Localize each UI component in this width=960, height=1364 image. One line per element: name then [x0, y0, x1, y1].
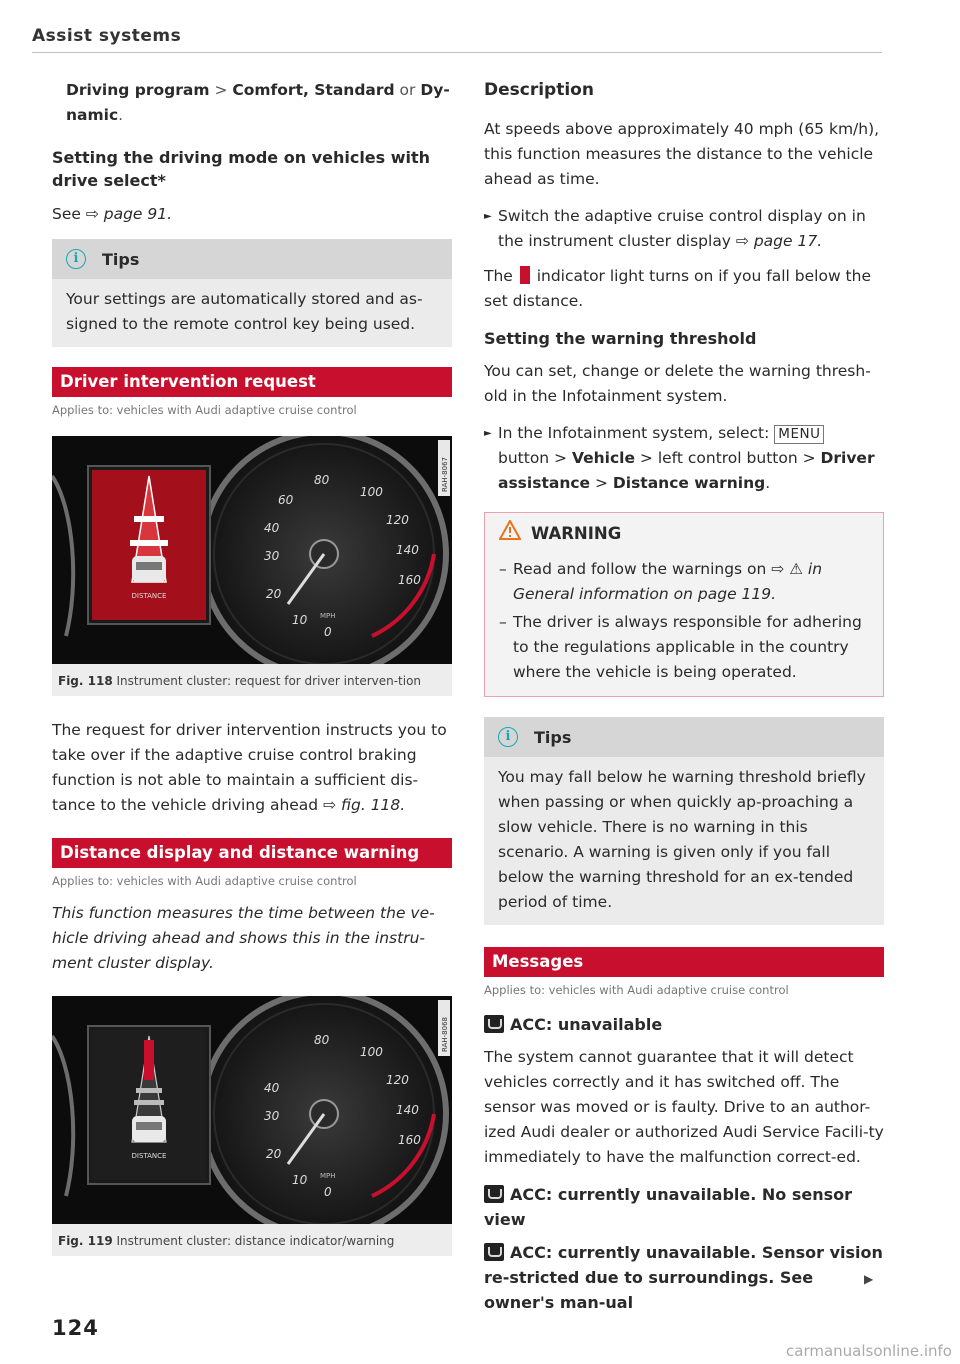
- distance-display-heading: Distance display and distance warning: [52, 838, 452, 868]
- message-acc-unavailable-text: The system cannot guarantee that it will detect vehicles correctly and it has switched off. The sensor was moved or is faulty. Drive to an author-ized Audi dealer or authorized Audi Service Facili-ty immediately to have the malfunction correct-ed.: [484, 1048, 884, 1166]
- info-icon: i: [498, 727, 518, 747]
- header-divider: [32, 52, 882, 53]
- svg-text:60: 60: [278, 493, 294, 507]
- warning-item: – The driver is always responsible for adhering to the regulations applicable in the country where the vehicle is being operated.: [499, 610, 869, 685]
- svg-text:0: 0: [324, 625, 332, 639]
- tips-box-settings: [52, 239, 452, 347]
- driving-program-paragraph: Driving program > Comfort, Standard or Dy-namic.: [66, 81, 450, 124]
- continue-arrow-icon: ▶: [864, 1272, 874, 1286]
- svg-text:20: 20: [266, 587, 282, 601]
- message-acc-unavailable: ACC: unavailable: [484, 1012, 884, 1037]
- driver-intervention-heading: Driver intervention request: [52, 367, 452, 397]
- applies-to-note: Applies to: vehicles with Audi adaptive cruise control: [484, 983, 789, 997]
- select-menu-step: ► In the Infotainment system, select: MENU button > Vehicle > left control button > Driver assistance > Distance warning.: [484, 421, 884, 496]
- page-number: 124: [52, 1316, 99, 1340]
- instrument-cluster-drawing: [52, 436, 452, 664]
- description-paragraph: At speeds above approximately 40 mph (65 km/h), this function measures the distance to the vehicle ahead as time.: [484, 120, 880, 188]
- tips-box-threshold: [484, 717, 884, 925]
- svg-text:MPH: MPH: [320, 1172, 336, 1180]
- svg-text:MPH: MPH: [320, 612, 336, 620]
- figure-119-caption: Fig. 119 Instrument cluster: distance indicator/warning: [58, 1234, 395, 1248]
- tips-title: Tips: [534, 727, 572, 747]
- instrument-cluster-image: [52, 996, 452, 1224]
- description-heading: Description: [484, 80, 594, 100]
- instrument-cluster-drawing: [52, 996, 452, 1224]
- figure-118: [52, 436, 452, 696]
- distance-screen-label: DISTANCE: [131, 592, 167, 600]
- warning-item: – Read and follow the warnings on ⇨ ⚠ in General information on page 119.: [499, 557, 869, 607]
- see-page-paragraph: See ⇨ page 91.: [52, 205, 173, 223]
- tips-text: You may fall below he warning threshold briefly when passing or when quickly ap-proaching a slow vehicle. There is no warning in this scenario. A warning is given only if you fall below the warning threshold for an ex-tended period of time.: [498, 768, 866, 911]
- warning-threshold-heading: Setting the warning threshold: [484, 329, 757, 348]
- tips-title: Tips: [102, 249, 140, 269]
- svg-text:RAH-8068: RAH-8068: [441, 1017, 449, 1052]
- threshold-paragraph: You can set, change or delete the warning thresh-old in the Infotainment system.: [484, 362, 871, 405]
- indicator-paragraph: The indicator light turns on if you fall below the set distance.: [484, 267, 871, 310]
- svg-text:10: 10: [292, 1173, 308, 1187]
- section-header: Assist systems: [32, 26, 182, 46]
- svg-text:30: 30: [264, 1109, 280, 1123]
- indicator-light-icon: [520, 266, 530, 284]
- svg-text:40: 40: [264, 521, 280, 535]
- acc-warning-icon: [484, 1185, 504, 1203]
- svg-text:160: 160: [398, 1133, 421, 1147]
- svg-text:RAH-8067: RAH-8067: [441, 457, 449, 492]
- applies-to-note: Applies to: vehicles with Audi adaptive cruise control: [52, 874, 357, 888]
- drive-select-heading: Setting the driving mode on vehicles with drive select*: [52, 148, 431, 190]
- acc-warning-icon: [484, 1243, 504, 1261]
- message-no-sensor-view: ACC: currently unavailable. No sensor view: [484, 1185, 852, 1229]
- svg-text:80: 80: [314, 473, 330, 487]
- svg-text:140: 140: [396, 543, 419, 557]
- right-column: [484, 78, 884, 1323]
- svg-text:40: 40: [264, 1081, 280, 1095]
- warning-box: [484, 512, 884, 697]
- applies-to-note: Applies to: vehicles with Audi adaptive cruise control: [52, 403, 357, 417]
- svg-text:20: 20: [266, 1147, 282, 1161]
- svg-text:140: 140: [396, 1103, 419, 1117]
- figure-119: [52, 996, 452, 1256]
- fig-118-link[interactable]: ⇨ fig. 118.: [323, 796, 406, 814]
- page-17-link[interactable]: ⇨ page 17.: [735, 232, 823, 250]
- left-column: [52, 78, 452, 1278]
- svg-text:120: 120: [386, 513, 409, 527]
- page-91-link[interactable]: ⇨ page 91.: [85, 205, 173, 223]
- switch-display-step: ► Switch the adaptive cruise control display on in the instrument cluster display ⇨ page 17.: [484, 204, 884, 254]
- svg-text:0: 0: [324, 1185, 332, 1199]
- message-sensor-restricted: ACC: currently unavailable. Sensor vision re-stricted due to surroundings. See owner's man-ual: [484, 1243, 883, 1312]
- acc-warning-icon: [484, 1015, 504, 1033]
- svg-text:80: 80: [314, 1033, 330, 1047]
- warning-triangle-icon: [499, 520, 521, 547]
- svg-text:100: 100: [360, 485, 383, 499]
- messages-heading: Messages: [484, 947, 884, 977]
- tips-text: Your settings are automatically stored and as-signed to the remote control key being used.: [66, 290, 423, 333]
- svg-text:30: 30: [264, 549, 280, 563]
- svg-text:160: 160: [398, 573, 421, 587]
- figure-118-caption: Fig. 118 Instrument cluster: request for driver interven-tion: [58, 674, 422, 688]
- svg-text:120: 120: [386, 1073, 409, 1087]
- info-icon: i: [66, 249, 86, 269]
- request-paragraph: The request for driver intervention instructs you to take over if the adaptive cruise control braking function is not able to maintain a sufficient dis-tance to the vehicle driving ahead ⇨ fig. 118.: [52, 721, 447, 814]
- page-119-link[interactable]: ⇨ ⚠ in General information on page 119.: [513, 560, 823, 603]
- function-paragraph: This function measures the time between the ve-hicle driving ahead and shows this in the instru-ment cluster display.: [52, 904, 435, 972]
- svg-text:100: 100: [360, 1045, 383, 1059]
- watermark: carmanualsonline.info: [786, 1342, 952, 1360]
- warning-title: WARNING: [531, 523, 622, 543]
- svg-text:10: 10: [292, 613, 308, 627]
- instrument-cluster-image: [52, 436, 452, 664]
- distance-screen-label: DISTANCE: [131, 1152, 167, 1160]
- menu-button-key: MENU: [774, 425, 824, 444]
